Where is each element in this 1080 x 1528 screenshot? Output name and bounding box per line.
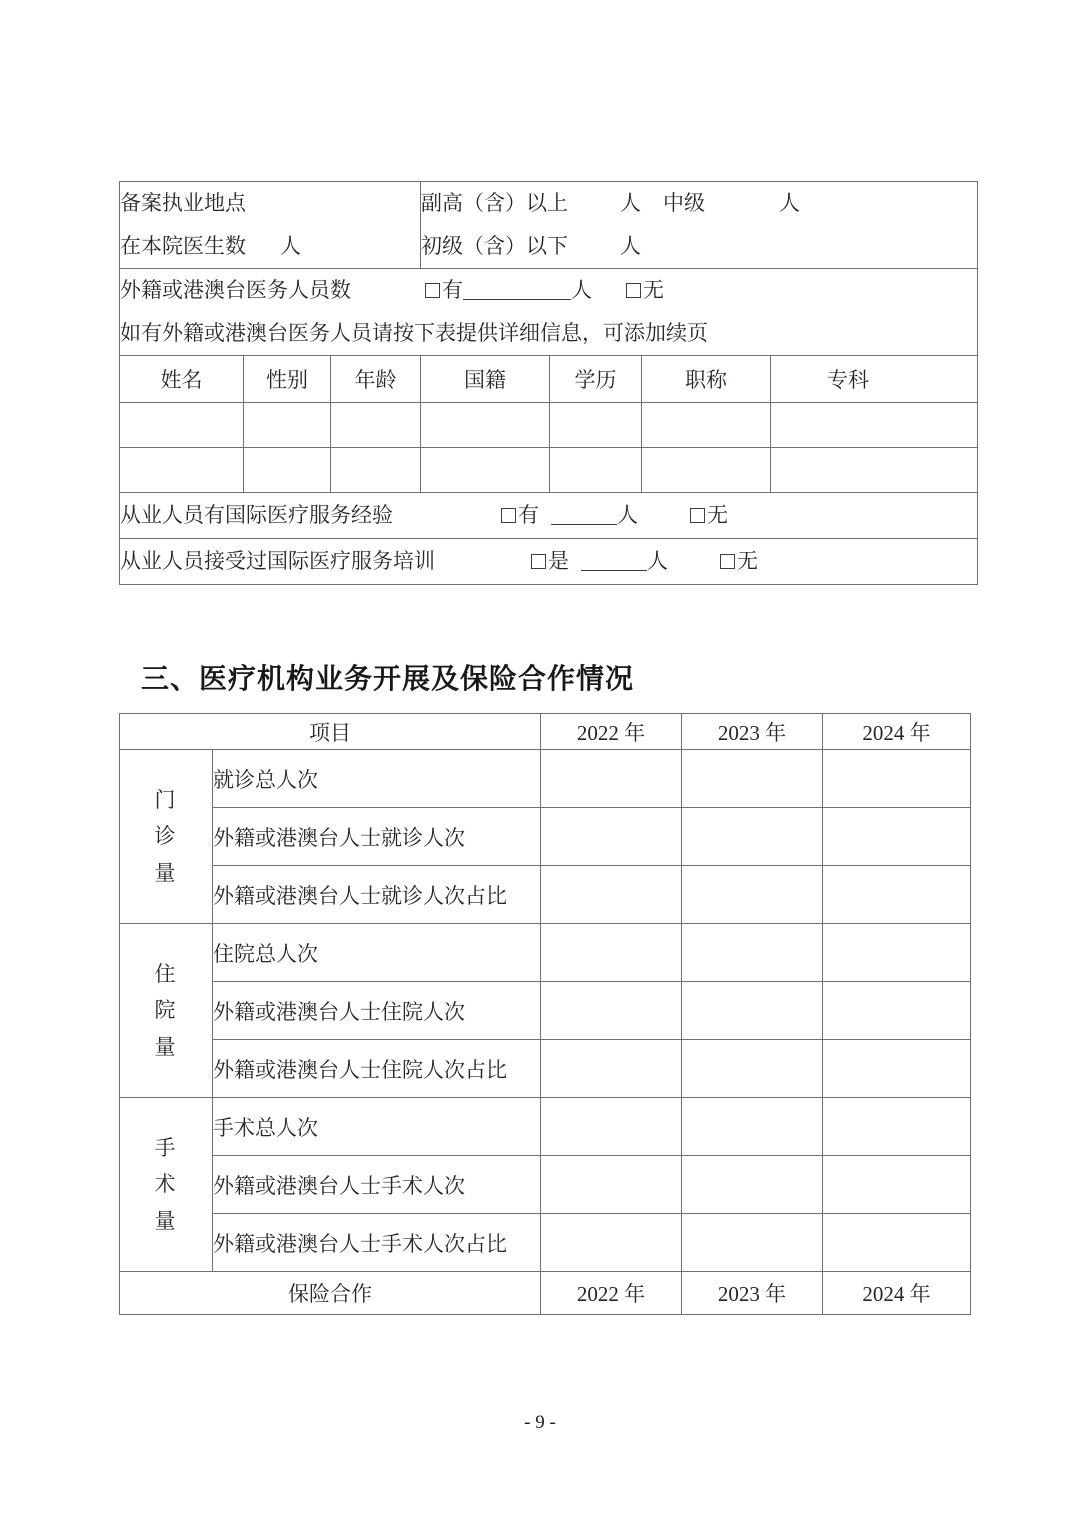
- insurance-cooperation-row: [120, 1272, 971, 1315]
- practice-location-row: [120, 182, 978, 269]
- senior-rank-line: [421, 182, 977, 225]
- value-2024[interactable]: [823, 808, 971, 866]
- mid-rank-unit: 人: [779, 191, 801, 215]
- person-header-gender: 性别: [244, 356, 331, 403]
- mid-rank-label: 中级: [663, 191, 706, 215]
- foreign-personnel-cell: [120, 269, 978, 356]
- person-cell-title[interactable]: [642, 403, 771, 448]
- person-cell-age[interactable]: [331, 403, 421, 448]
- value-2024[interactable]: [823, 1098, 971, 1156]
- business-volume-table: [119, 713, 971, 1315]
- outpatient-row-3: [120, 866, 971, 924]
- value-2023[interactable]: [682, 866, 823, 924]
- inpatient-row-2: [120, 982, 971, 1040]
- value-2022[interactable]: [541, 1098, 682, 1156]
- header-item: 项目: [120, 714, 541, 750]
- group-label-surgery: [120, 1098, 213, 1272]
- group-label-char: 量: [154, 860, 178, 885]
- foreign-yes-checkbox[interactable]: [425, 283, 440, 298]
- item-label: 手术总人次: [213, 1098, 541, 1156]
- page-number: - 9 -: [524, 1412, 556, 1433]
- experience-yes-label: 有: [518, 502, 539, 527]
- person-cell-education[interactable]: [550, 448, 642, 493]
- person-header-row: [120, 356, 978, 403]
- item-label: 外籍或港澳台人士就诊人次占比: [213, 866, 541, 924]
- inpatient-row-1: [120, 924, 971, 982]
- value-2023[interactable]: [682, 1214, 823, 1272]
- person-header-age: 年龄: [331, 356, 421, 403]
- value-2024[interactable]: [823, 982, 971, 1040]
- value-2023[interactable]: [682, 1098, 823, 1156]
- value-2023[interactable]: [682, 750, 823, 808]
- junior-rank-line: [421, 225, 977, 268]
- person-header-title: 职称: [642, 356, 771, 403]
- value-2024[interactable]: [823, 1040, 971, 1098]
- senior-rank-unit: 人: [620, 191, 642, 215]
- value-2022[interactable]: [541, 1156, 682, 1214]
- insurance-year-2022: 2022 年: [541, 1272, 682, 1315]
- person-cell-gender[interactable]: [244, 448, 331, 493]
- person-cell-gender[interactable]: [244, 403, 331, 448]
- person-cell-nationality[interactable]: [421, 403, 550, 448]
- value-2022[interactable]: [541, 750, 682, 808]
- training-no-label: 无: [737, 548, 758, 573]
- surgery-row-1: [120, 1098, 971, 1156]
- person-header-specialty: 专科: [771, 356, 978, 403]
- international-training-cell: [120, 539, 978, 585]
- value-2024[interactable]: [823, 924, 971, 982]
- value-2023[interactable]: [682, 924, 823, 982]
- outpatient-row-1: [120, 750, 971, 808]
- item-label: 外籍或港澳台人士住院人次占比: [213, 1040, 541, 1098]
- foreign-no-checkbox[interactable]: [626, 283, 641, 298]
- person-cell-education[interactable]: [550, 403, 642, 448]
- person-cell-age[interactable]: [331, 448, 421, 493]
- experience-yes-checkbox[interactable]: [501, 508, 516, 523]
- person-cell-specialty[interactable]: [771, 448, 978, 493]
- international-training-row: [120, 539, 978, 585]
- person-cell-specialty[interactable]: [771, 403, 978, 448]
- group-label-char: 手: [154, 1136, 178, 1161]
- foreign-count-unit: 人: [571, 278, 592, 303]
- value-2022[interactable]: [541, 808, 682, 866]
- training-count-unit: 人: [647, 548, 668, 573]
- surgery-row-3: [120, 1214, 971, 1272]
- value-2023[interactable]: [682, 808, 823, 866]
- practice-location-cell: [120, 182, 421, 269]
- person-header-education: 学历: [550, 356, 642, 403]
- item-label: 外籍或港澳台人士就诊人次: [213, 808, 541, 866]
- title-rank-cell: [421, 182, 978, 269]
- doctor-count-unit: 人: [280, 234, 301, 259]
- inpatient-row-3: [120, 1040, 971, 1098]
- business-table-header-row: [120, 714, 971, 750]
- person-data-row: [120, 448, 978, 493]
- foreign-personnel-label: 外籍或港澳台医务人员数: [120, 278, 351, 303]
- insurance-year-2024: 2024 年: [823, 1272, 971, 1315]
- training-label: 从业人员接受过国际医疗服务培训: [120, 548, 435, 573]
- surgery-row-2: [120, 1156, 971, 1214]
- item-label: 外籍或港澳台人士住院人次: [213, 982, 541, 1040]
- experience-count-unit: 人: [617, 502, 638, 527]
- section-heading: 三、医疗机构业务开展及保险合作情况: [141, 663, 635, 694]
- item-label: 就诊总人次: [213, 750, 541, 808]
- training-yes-checkbox[interactable]: [531, 554, 546, 569]
- outpatient-row-2: [120, 808, 971, 866]
- foreign-personnel-note: 如有外籍或港澳台医务人员请按下表提供详细信息，可添加续页: [120, 321, 708, 346]
- person-header-nationality: 国籍: [421, 356, 550, 403]
- person-data-row: [120, 403, 978, 448]
- person-cell-title[interactable]: [642, 448, 771, 493]
- international-experience-cell: [120, 493, 978, 539]
- junior-rank-label: 初级（含）以下: [421, 234, 569, 259]
- group-label-char: 门: [154, 788, 178, 813]
- training-count-input[interactable]: [581, 554, 647, 571]
- value-2022[interactable]: [541, 866, 682, 924]
- item-label: 住院总人次: [213, 924, 541, 982]
- training-yes-label: 是: [548, 548, 569, 573]
- group-label-char: 院: [154, 998, 178, 1023]
- experience-no-checkbox[interactable]: [690, 508, 705, 523]
- item-label: 外籍或港澳台人士手术人次占比: [213, 1214, 541, 1272]
- experience-count-input[interactable]: [551, 508, 617, 525]
- header-year-2024: 2024 年: [823, 714, 971, 750]
- foreign-count-input[interactable]: [463, 283, 571, 300]
- group-label-char: 住: [154, 962, 178, 987]
- group-label-char: 量: [154, 1034, 178, 1059]
- value-2023[interactable]: [682, 1156, 823, 1214]
- foreign-yes-label: 有: [442, 278, 463, 303]
- foreign-personnel-line: [120, 269, 977, 312]
- junior-rank-unit: 人: [620, 234, 642, 259]
- value-2022[interactable]: [541, 1214, 682, 1272]
- person-cell-name[interactable]: [120, 403, 244, 448]
- value-2022[interactable]: [541, 1040, 682, 1098]
- value-2022[interactable]: [541, 924, 682, 982]
- header-year-2022: 2022 年: [541, 714, 682, 750]
- group-label-inpatient: [120, 924, 213, 1098]
- doctor-count-line: [120, 225, 420, 268]
- value-2023[interactable]: [682, 1040, 823, 1098]
- doctor-count-label: 在本院医生数: [120, 234, 246, 259]
- group-label-char: 量: [154, 1208, 178, 1233]
- experience-label: 从业人员有国际医疗服务经验: [120, 502, 393, 527]
- header-year-2023: 2023 年: [682, 714, 823, 750]
- item-label: 外籍或港澳台人士手术人次: [213, 1156, 541, 1214]
- value-2024[interactable]: [823, 1214, 971, 1272]
- value-2023[interactable]: [682, 982, 823, 1040]
- foreign-personnel-row: [120, 269, 978, 356]
- insurance-year-2023: 2023 年: [682, 1272, 823, 1315]
- international-experience-row: [120, 493, 978, 539]
- value-2022[interactable]: [541, 982, 682, 1040]
- value-2024[interactable]: [823, 866, 971, 924]
- insurance-label: 保险合作: [120, 1272, 541, 1315]
- group-label-outpatient: [120, 750, 213, 924]
- training-no-checkbox[interactable]: [720, 554, 735, 569]
- person-header-name: 姓名: [120, 356, 244, 403]
- experience-no-label: 无: [707, 502, 728, 527]
- senior-rank-label: 副高（含）以上: [421, 191, 569, 215]
- person-cell-nationality[interactable]: [421, 448, 550, 493]
- practice-location-label: 备案执业地点: [120, 191, 246, 215]
- person-cell-name[interactable]: [120, 448, 244, 493]
- group-label-char: 术: [154, 1172, 178, 1197]
- staff-information-table: [119, 181, 978, 585]
- group-label-char: 诊: [154, 824, 178, 849]
- value-2024[interactable]: [823, 1156, 971, 1214]
- foreign-no-label: 无: [643, 278, 664, 303]
- value-2024[interactable]: [823, 750, 971, 808]
